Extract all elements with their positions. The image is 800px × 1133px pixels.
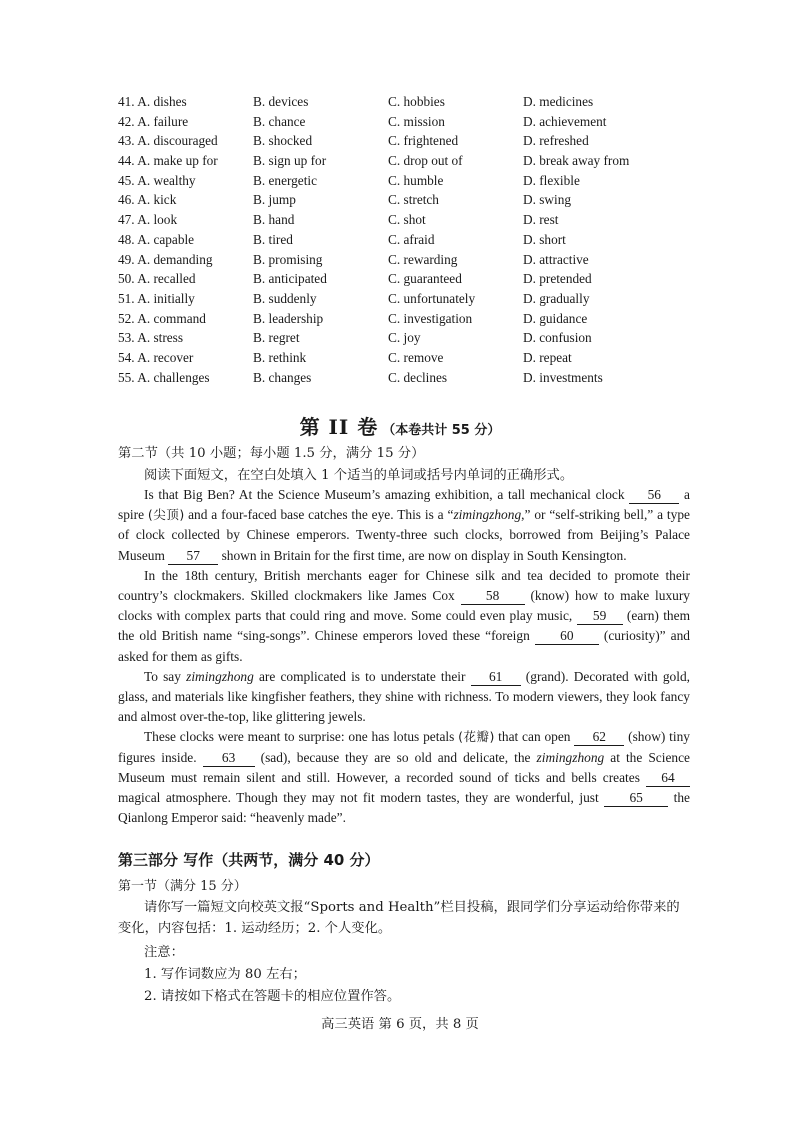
option-c: C. joy [388, 330, 421, 346]
option-c: C. afraid [388, 231, 435, 247]
option-a: 45. A. wealthy [118, 172, 196, 188]
chinese-gloss: (尖顶) [147, 507, 185, 523]
passage-text: To say [144, 668, 187, 684]
option-d: D. attractive [523, 251, 589, 267]
passage-paragraph-3 [118, 667, 690, 728]
passage-text: ,” or “self-striking bell,” a type of clock collected by Chinese emperors. Twenty-three such clocks, borrowed from Beijing’s Palace Museum [118, 507, 690, 563]
option-a: 47. A. look [118, 212, 178, 228]
passage-paragraph-4 [118, 727, 690, 828]
blank-59[interactable]: 59 [577, 608, 623, 625]
option-c: C. unfortunately [388, 290, 476, 306]
notes-label: 注意： [144, 945, 184, 960]
option-b: B. sign up for [253, 153, 327, 169]
blank-64[interactable]: 64 [646, 770, 690, 787]
option-c: C. frightened [388, 133, 459, 149]
option-a: 46. A. kick [118, 192, 177, 208]
italic-term: zimingzhong [453, 507, 522, 523]
passage-text: In the 18th century, British merchants eager for Chinese silk and tea decided to promote their country’s clockmakers. Skilled clockmakers like James Cox [118, 567, 690, 604]
option-b: B. jump [253, 192, 296, 208]
option-row [118, 171, 663, 191]
option-a: 48. A. capable [118, 231, 195, 247]
page-footer: 高三英语 第 6 页，共 8 页 [321, 1017, 479, 1032]
italic-term: zimingzhong [186, 668, 254, 684]
passage-paragraph-2 [118, 566, 690, 667]
blank-58[interactable]: 58 [461, 588, 525, 605]
blank-57[interactable]: 57 [168, 548, 218, 565]
passage-text: Is that Big Ben? At the Science Museum’s amazing exhibition, a tall mechanical clock [144, 487, 630, 502]
option-c: C. drop out of [388, 153, 463, 169]
volume-title-main: 第 II 卷 [299, 415, 379, 439]
option-c: C. investigation [388, 310, 473, 326]
passage-text: the Qianlong Emperor said: “heavenly made”. [118, 790, 690, 826]
option-c: C. stretch [388, 192, 439, 208]
blank-65[interactable]: 65 [604, 790, 668, 807]
option-row [118, 210, 663, 230]
option-b: B. promising [253, 251, 323, 267]
passage-text: (sad), because they are so old and delicate, the [254, 749, 537, 765]
option-b: B. rethink [253, 349, 307, 365]
option-d: D. repeat [523, 349, 572, 365]
passage-text: These clocks were meant to surprise: one has lotus petals [144, 729, 459, 745]
option-a: 53. A. stress [118, 330, 184, 346]
option-c: C. declines [388, 369, 448, 385]
option-b: B. devices [253, 94, 309, 109]
option-b: B. regret [253, 330, 300, 346]
option-row [118, 112, 663, 132]
option-c: C. guaranteed [388, 271, 462, 287]
italic-term: zimingzhong [536, 749, 605, 765]
passage-text: (curiosity)” and asked for them as gifts. [118, 628, 690, 664]
option-b: B. anticipated [253, 271, 327, 287]
option-a: 41. A. dishes [118, 94, 187, 109]
blank-60[interactable]: 60 [535, 628, 599, 645]
option-b: B. suddenly [253, 290, 317, 306]
option-b: B. shocked [253, 133, 313, 149]
option-row [118, 368, 663, 388]
option-c: C. humble [388, 172, 444, 188]
passage-text: are complicated is to understate their [253, 668, 471, 684]
option-row [118, 151, 663, 171]
volume-score-note: （本卷共计 55 分） [382, 423, 501, 438]
passage-text: at the Science Museum must remain silent and still. However, a recorded sound of ticks and bells creates [118, 749, 690, 785]
option-b: B. changes [253, 369, 312, 385]
writing-task: 请你写一篇短文向校英文报“Sports and Health”栏目投稿，跟同学们分享运动给你带来的变化，内容包括：1. 运动经历；2. 个人变化。 [118, 900, 680, 936]
option-d: D. rest [523, 212, 559, 228]
part3-title: 第三部分 写作（共两节，满分 40 分） [118, 851, 380, 869]
section2-heading: 第二节（共 10 小题；每小题 1.5 分，满分 15 分） [118, 446, 425, 461]
section2-instruction: 阅读下面短文，在空白处填入 1 个适当的单词或括号内单词的正确形式。 [144, 468, 574, 483]
option-d: D. confusion [523, 330, 592, 346]
blank-61[interactable]: 61 [471, 669, 521, 686]
option-row [118, 269, 663, 289]
passage-text: (earn) them the old British name “sing-songs”. Chinese emperors loved these “foreign [118, 608, 690, 644]
option-row [118, 131, 663, 151]
option-row [118, 289, 663, 309]
option-d: D. flexible [523, 172, 580, 188]
option-a: 44. A. make up for [118, 153, 218, 169]
option-row [118, 230, 663, 250]
passage-paragraph-1 [118, 485, 690, 566]
option-d: D. medicines [523, 94, 594, 109]
option-b: B. energetic [253, 172, 317, 188]
option-a: 52. A. command [118, 310, 206, 326]
option-d: D. achievement [523, 113, 607, 129]
option-row [118, 250, 663, 270]
option-d: D. swing [523, 192, 572, 208]
option-c: C. mission [388, 113, 445, 129]
option-d: D. break away from [523, 153, 630, 169]
cloze-passage [118, 485, 690, 828]
option-a: 54. A. recover [118, 349, 194, 365]
option-row [118, 328, 663, 348]
option-b: B. leadership [253, 310, 324, 326]
option-d: D. refreshed [523, 133, 589, 149]
option-d: D. investments [523, 369, 603, 385]
option-d: D. short [523, 231, 566, 247]
option-d: D. gradually [523, 290, 590, 306]
option-row [118, 309, 663, 329]
option-a: 50. A. recalled [118, 271, 196, 287]
option-row [118, 348, 663, 368]
passage-text: and a four-faced base catches the eye. This is a “ [184, 507, 454, 523]
option-c: C. shot [388, 212, 426, 228]
option-a: 49. A. demanding [118, 251, 213, 267]
option-row [118, 190, 663, 210]
option-d: D. guidance [523, 310, 588, 326]
blank-56[interactable]: 56 [629, 487, 679, 504]
option-a: 43. A. discouraged [118, 133, 218, 149]
option-c: C. remove [388, 349, 444, 365]
chinese-gloss: (花瓣) [458, 729, 495, 745]
passage-text: (grand). Decorated with gold, glass, and materials like kingfisher feathers, they shine with richness. To modern viewers, they look fancy and almost over-the-top, like glittering jewels. [118, 668, 691, 725]
option-b: B. chance [253, 113, 306, 129]
note-item-2: 2. 请按如下格式在答题卡的相应位置作答。 [144, 989, 401, 1004]
option-c: C. rewarding [388, 251, 458, 267]
option-c: C. hobbies [388, 94, 445, 109]
option-row [118, 92, 663, 112]
writing-section1-heading: 第一节（满分 15 分） [118, 879, 247, 894]
option-d: D. pretended [523, 271, 592, 287]
blank-63[interactable]: 63 [203, 750, 255, 767]
passage-text: magical atmosphere. Though they may not fit modern tastes, they are wonderful, just [118, 790, 605, 806]
option-b: B. tired [253, 231, 293, 247]
passage-text: shown in Britain for the first time, are now on display in South Kensington. [218, 547, 627, 563]
option-a: 51. A. initially [118, 290, 195, 306]
blank-62[interactable]: 62 [574, 729, 624, 746]
options-table [118, 92, 663, 387]
note-item-1: 1. 写作词数应为 80 左右； [144, 967, 306, 982]
passage-text: that can open [494, 729, 575, 745]
option-a: 55. A. challenges [118, 369, 210, 385]
option-b: B. hand [253, 212, 295, 228]
passage-text: (show) tiny figures inside. [118, 729, 690, 765]
volume-title [0, 411, 800, 440]
option-a: 42. A. failure [118, 113, 189, 129]
passage-text: a spire [118, 487, 690, 523]
passage-text: (know) how to make luxury clocks with complex parts that could ring and move. Some could even play music, [118, 588, 690, 624]
